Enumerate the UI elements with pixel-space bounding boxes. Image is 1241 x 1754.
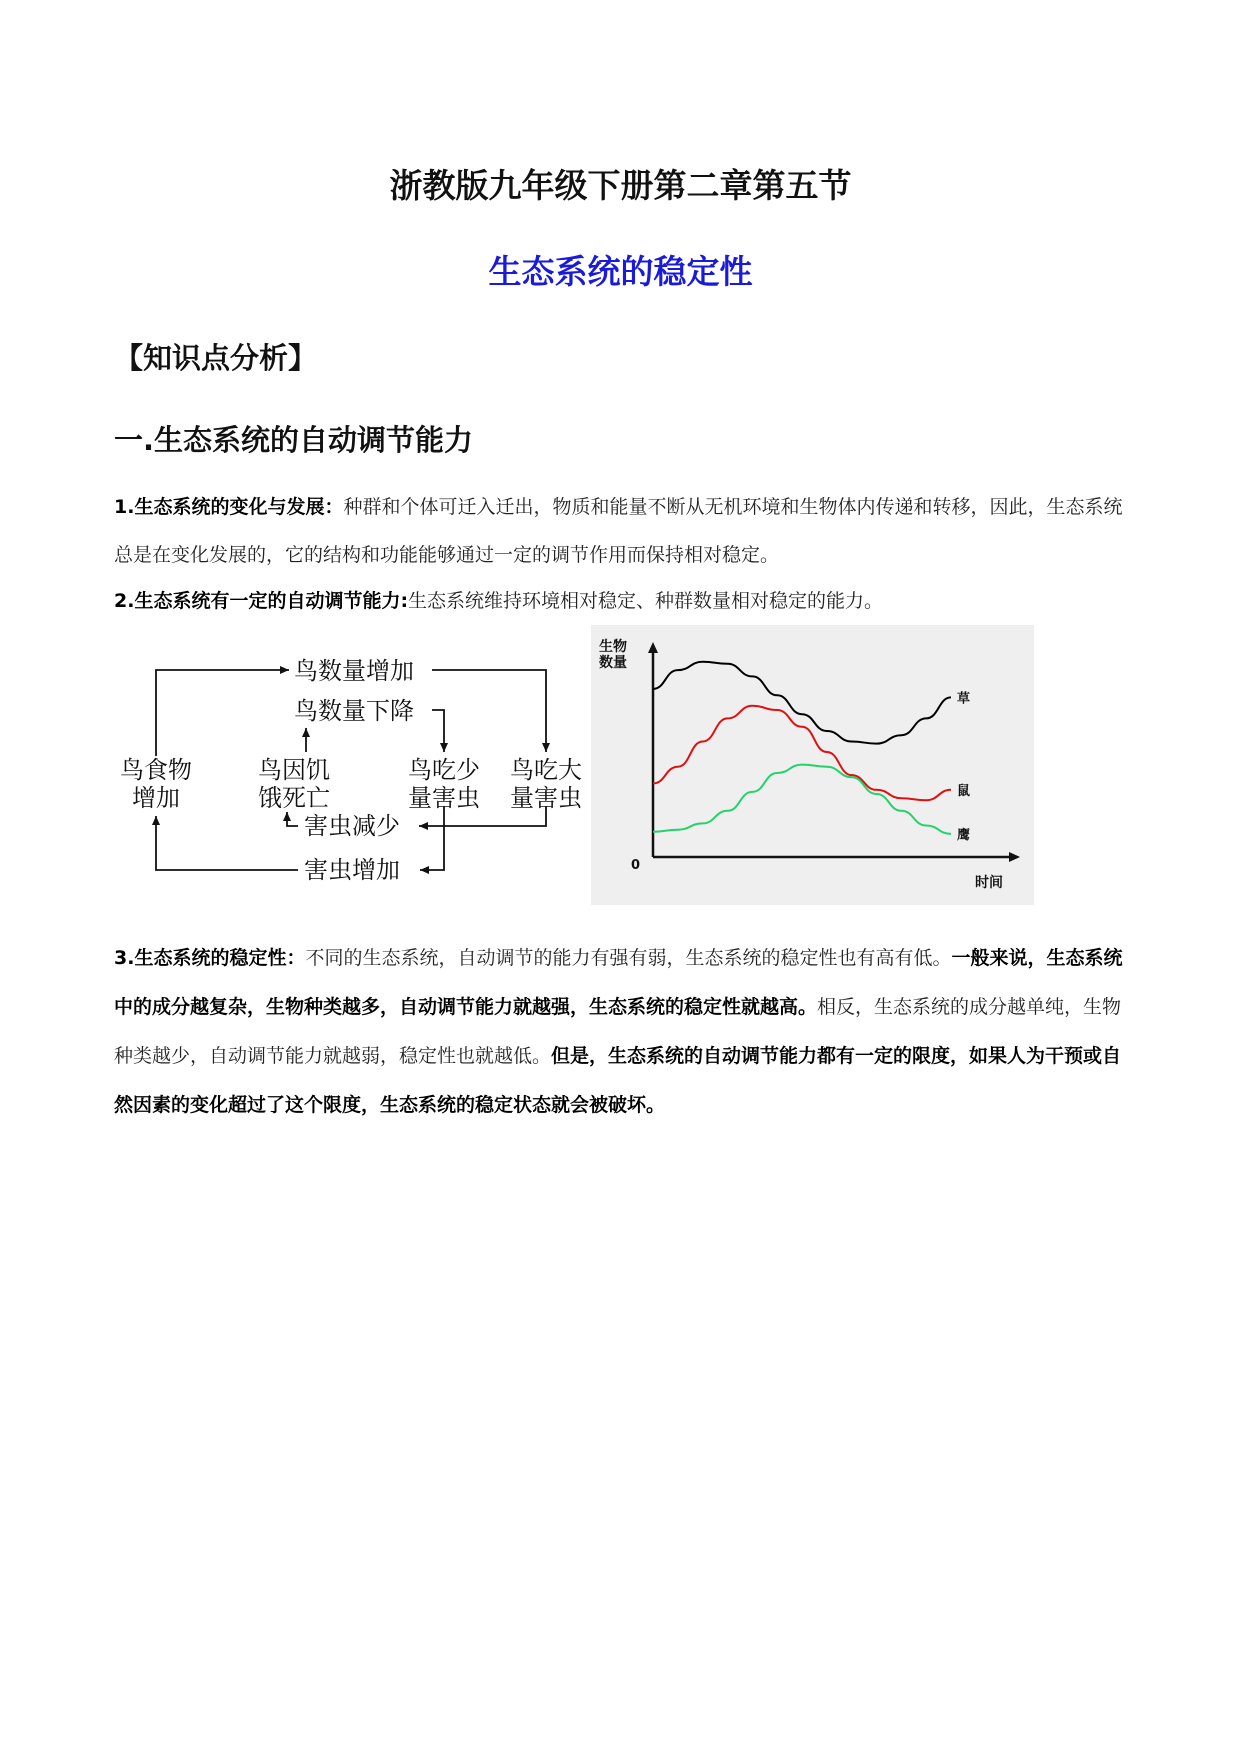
paragraph-3-text-2: 相反，生态系统的成分越单纯，生物种类越少，自动调节能力就越弱，稳定性也就越低。 [114, 996, 1122, 1067]
arrow-pest-decrease-to-starve [287, 812, 298, 826]
paragraph-3-bold-1: 一般来说，生态系统中的成分越复杂，生物种类越多，自动调节能力就越强，生态系统的稳定性就越高。 [114, 947, 1123, 1018]
paragraph-3-lead: 3.生态系统的稳定性： [114, 947, 306, 969]
paragraph-3-bold-2: 但是，生态系统的自动调节能力都有一定的限度，如果人为干预或自然因素的变化超过了这个限度，生态系统的稳定状态就会被破坏。 [114, 1045, 1122, 1116]
node-pest-decrease: 害虫减少 [304, 812, 400, 840]
node-bird-decrease: 鸟数量下降 [294, 697, 414, 725]
section-heading: 一.生态系统的自动调节能力 [114, 423, 474, 457]
node-starve-line2: 饿死亡 [258, 784, 330, 812]
arrow-bird-decrease-to-eat-few [432, 710, 444, 752]
origin-label: 0 [631, 858, 641, 873]
paragraph-1-lead: 1.生态系统的变化与发展： [114, 496, 344, 518]
y-axis-label-line1: 生物 [599, 639, 627, 655]
paragraph-2 [114, 577, 1124, 625]
paragraph-1 [114, 483, 1124, 579]
section-label: 【知识点分析】 [114, 341, 318, 375]
paragraph-2-text: 生态系统维持环境相对稳定、种群数量相对稳定的能力。 [408, 590, 884, 612]
node-eat-many-line1: 鸟吃大 [510, 756, 582, 784]
paragraph-3 [114, 934, 1124, 1130]
page-subtitle: 生态系统的稳定性 [488, 252, 753, 291]
paragraph-2-lead: 2.生态系统有一定的自动调节能力: [114, 590, 409, 612]
series-label-3: 鹰 [957, 827, 971, 843]
page-title: 浙教版九年级下册第二章第五节 [389, 166, 852, 205]
node-starve-line1: 鸟因饥 [258, 756, 330, 784]
arrow-eat-few-to-pest-increase [420, 806, 444, 870]
arrow-bird-increase-to-eat-many [432, 670, 546, 752]
paragraph-1-text: 种群和个体可迁入迁出，物质和能量不断从无机环境和生物体内传递和转移，因此，生态系统总是在变化发展的，它的结构和功能能够通过一定的调节作用而保持相对稳定。 [114, 496, 1123, 566]
node-eat-many-line2: 量害虫 [510, 784, 582, 812]
arrow-food-to-bird-increase [156, 670, 289, 756]
series-label-1: 草 [957, 691, 971, 707]
node-eat-few-line2: 量害虫 [408, 784, 480, 812]
population-chart [591, 625, 1034, 905]
arrow-pest-increase-to-food [156, 816, 298, 870]
x-axis-label: 时间 [975, 875, 1003, 891]
node-food-increase-line1: 鸟食物 [120, 756, 192, 784]
node-food-increase-line2: 增加 [132, 784, 180, 812]
node-eat-few-line1: 鸟吃少 [408, 756, 480, 784]
paragraph-3-text-1: 不同的生态系统，自动调节的能力有强有弱，生态系统的稳定性也有高有低。 [305, 947, 952, 969]
y-axis-label-line2: 数量 [599, 655, 627, 671]
node-bird-increase: 鸟数量增加 [294, 657, 414, 685]
node-pest-increase: 害虫增加 [304, 856, 400, 884]
feedback-diagram [114, 650, 584, 900]
series-label-2: 鼠 [957, 783, 971, 799]
